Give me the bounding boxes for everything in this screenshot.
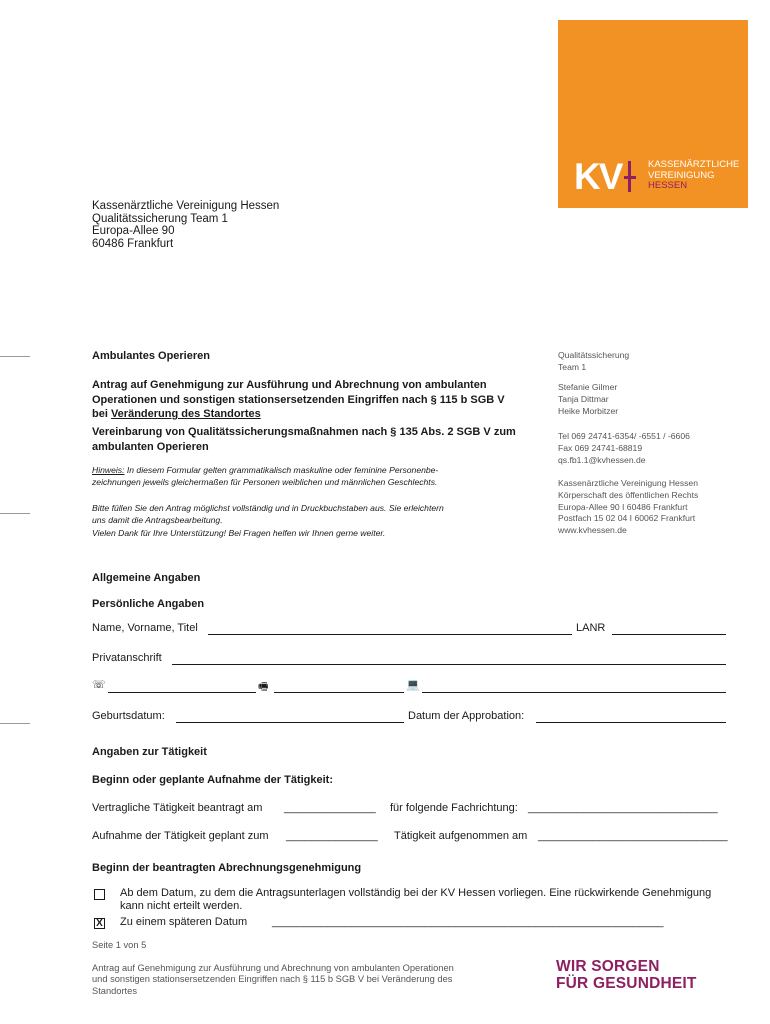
org-line-1: Kassenärztliche Vereinigung Hessen — [558, 478, 698, 488]
activity-heading: Angaben zur Tätigkeit — [92, 746, 207, 758]
fax-icon: 🖷 — [258, 681, 269, 693]
form-title-line-2: Operationen und sonstigen stationsersetzenden Eingriffen nach § 115 b SGB V — [92, 393, 505, 406]
sidebar-phone — [558, 431, 690, 466]
birthdate-field[interactable] — [176, 722, 404, 723]
logo-kv-letters: KV — [574, 156, 622, 197]
form-title-line-3-underlined: Veränderung des Standortes — [110, 408, 261, 421]
slogan-line-2: FÜR GESUNDHEIT — [556, 975, 697, 992]
contact-person-1: Stefanie Gilmer — [558, 382, 618, 392]
recipient-address — [92, 200, 279, 250]
phone-icon: ☏ — [92, 679, 106, 691]
org-website: www.kvhessen.de — [558, 525, 627, 536]
option-later-date-checkbox[interactable]: X — [94, 918, 105, 929]
fax-field[interactable] — [274, 692, 404, 693]
address-line-3: Europa-Allee 90 — [92, 225, 175, 238]
footer-line-2: und sonstigen stationsersetzenden Eingriffen nach § 115 b SGB V bei Veränderung des — [92, 974, 453, 985]
start-heading: Beginn oder geplante Aufnahme der Tätigkeit: — [92, 774, 334, 786]
option-complete-documents-text — [120, 887, 711, 913]
email-field[interactable] — [422, 692, 726, 693]
contact-fax: Fax 069 24741-68819 — [558, 442, 643, 453]
lanr-field[interactable] — [612, 634, 726, 635]
dept-line-1: Qualitätssicherung — [558, 350, 630, 360]
name-field[interactable] — [208, 634, 572, 635]
general-heading: Allgemeine Angaben — [92, 572, 201, 584]
planned-label: Aufnahme der Tätigkeit geplant zum — [92, 830, 269, 842]
private-address-field[interactable] — [172, 664, 726, 665]
form-title — [92, 378, 505, 422]
hint-line-2: zeichnungen jeweils gleichermaßen für Personen weiblichen und männlichen Geschlechts. — [92, 477, 438, 488]
form-title-line-3 — [92, 407, 505, 422]
private-address-label: Privatanschrift — [92, 652, 162, 664]
sidebar-contacts — [558, 382, 618, 417]
name-label: Name, Vorname, Titel — [92, 622, 198, 634]
page-number: Seite 1 von 5 — [92, 940, 147, 950]
sidebar-organization — [558, 478, 698, 537]
org-line-2: Körperschaft des öffentlichen Rechts — [558, 489, 699, 500]
specialty-label: für folgende Fachrichtung: — [390, 802, 518, 814]
specialty-field[interactable]: _______________________________ — [528, 802, 718, 814]
fold-mark-bottom — [0, 723, 30, 724]
section-title: Ambulantes Operieren — [92, 350, 210, 362]
slogan-line-1: WIR SORGEN — [556, 958, 660, 975]
footer-line-1: Antrag auf Genehmigung zur Ausführung und Abrechnung von ambulanten Operationen — [92, 963, 454, 973]
fill-instructions — [92, 502, 444, 539]
footer-line-3: Standortes — [92, 985, 137, 996]
started-label: Tätigkeit aufgenommen am — [394, 830, 528, 842]
form-title-line-3-prefix: bei — [92, 408, 111, 421]
option-complete-documents-checkbox[interactable] — [94, 889, 105, 900]
contact-person-3: Heike Morbitzer — [558, 405, 619, 416]
hint-note — [92, 464, 438, 489]
sidebar-department — [558, 350, 629, 374]
fill-line-1: Bitte füllen Sie den Antrag möglichst vollständig und in Druckbuchstaben aus. Sie erleichtern — [92, 503, 444, 513]
fill-line-2: uns damit die Antragsbearbeitung. — [92, 515, 223, 526]
org-line-4: Postfach 15 02 04 I 60062 Frankfurt — [558, 513, 696, 524]
hint-label: Hinweis: — [92, 465, 125, 475]
approbation-label: Datum der Approbation: — [408, 710, 525, 722]
fill-line-3: Vielen Dank für Ihre Unterstützung! Bei Fragen helfen wir Ihnen gerne weiter. — [92, 527, 386, 538]
approbation-field[interactable] — [536, 722, 726, 723]
hint-line-1 — [92, 464, 438, 476]
contract-label: Vertragliche Tätigkeit beantragt am — [92, 802, 263, 814]
contract-date-field[interactable]: _______________ — [284, 802, 376, 814]
logo-line-2: VEREINIGUNG — [648, 169, 715, 181]
agreement-line-1: Vereinbarung von Qualitätssicherungsmaßnahmen nach § 135 Abs. 2 SGB V zum — [92, 426, 516, 438]
footer-title — [92, 963, 512, 997]
option-later-date-label: Zu einem späteren Datum — [120, 916, 248, 928]
started-date-field[interactable]: _______________________________ — [538, 830, 728, 842]
address-line-2: Qualitätssicherung Team 1 — [92, 212, 228, 225]
agreement-title — [92, 425, 516, 454]
org-line-3: Europa-Allee 90 I 60486 Frankfurt — [558, 501, 688, 512]
birthdate-label: Geburtsdatum: — [92, 710, 165, 722]
option-1-line-1: Ab dem Datum, zu dem die Antragsunterlagen vollständig bei der KV Hessen vorliegen. Eine rückwirkende Genehmigung — [120, 887, 712, 899]
contact-tel: Tel 069 24741-6354/ -6551 / -6606 — [558, 431, 690, 441]
personal-heading: Persönliche Angaben — [92, 598, 205, 610]
hint-text: In diesem Formular gelten grammatikalisch maskuline oder feminine Personenbe- — [124, 465, 439, 475]
logo-line-1: KASSENÄRZTLICHE — [648, 159, 740, 170]
dept-line-2: Team 1 — [558, 361, 587, 372]
lanr-label: LANR — [576, 622, 606, 634]
phone-field[interactable] — [108, 692, 256, 693]
agreement-line-2: ambulanten Operieren — [92, 440, 209, 453]
contact-person-2: Tanja Dittmar — [558, 393, 609, 404]
logo-bar-cross — [624, 176, 636, 179]
email-icon: 💻 — [406, 679, 420, 691]
planned-date-field[interactable]: _______________ — [286, 830, 378, 842]
fold-mark-middle — [0, 513, 30, 514]
kv-hessen-logo — [558, 20, 748, 208]
option-1-line-2: kann nicht erteilt werden. — [120, 900, 243, 912]
slogan — [556, 958, 697, 992]
address-line-4: 60486 Frankfurt — [92, 237, 174, 250]
form-title-line-1: Antrag auf Genehmigung zur Ausführung und Abrechnung von ambulanten — [92, 379, 487, 391]
billing-heading: Beginn der beantragten Abrechnungsgenehmigung — [92, 862, 362, 874]
address-line-1: Kassenärztliche Vereinigung Hessen — [92, 200, 280, 212]
later-date-field[interactable]: ________________________________________________________________ — [272, 916, 664, 928]
contact-email: qs.fb1.1@kvhessen.de — [558, 454, 646, 465]
logo-wordmark — [648, 160, 739, 192]
fold-mark-top — [0, 356, 30, 357]
logo-line-3: HESSEN — [648, 180, 688, 191]
